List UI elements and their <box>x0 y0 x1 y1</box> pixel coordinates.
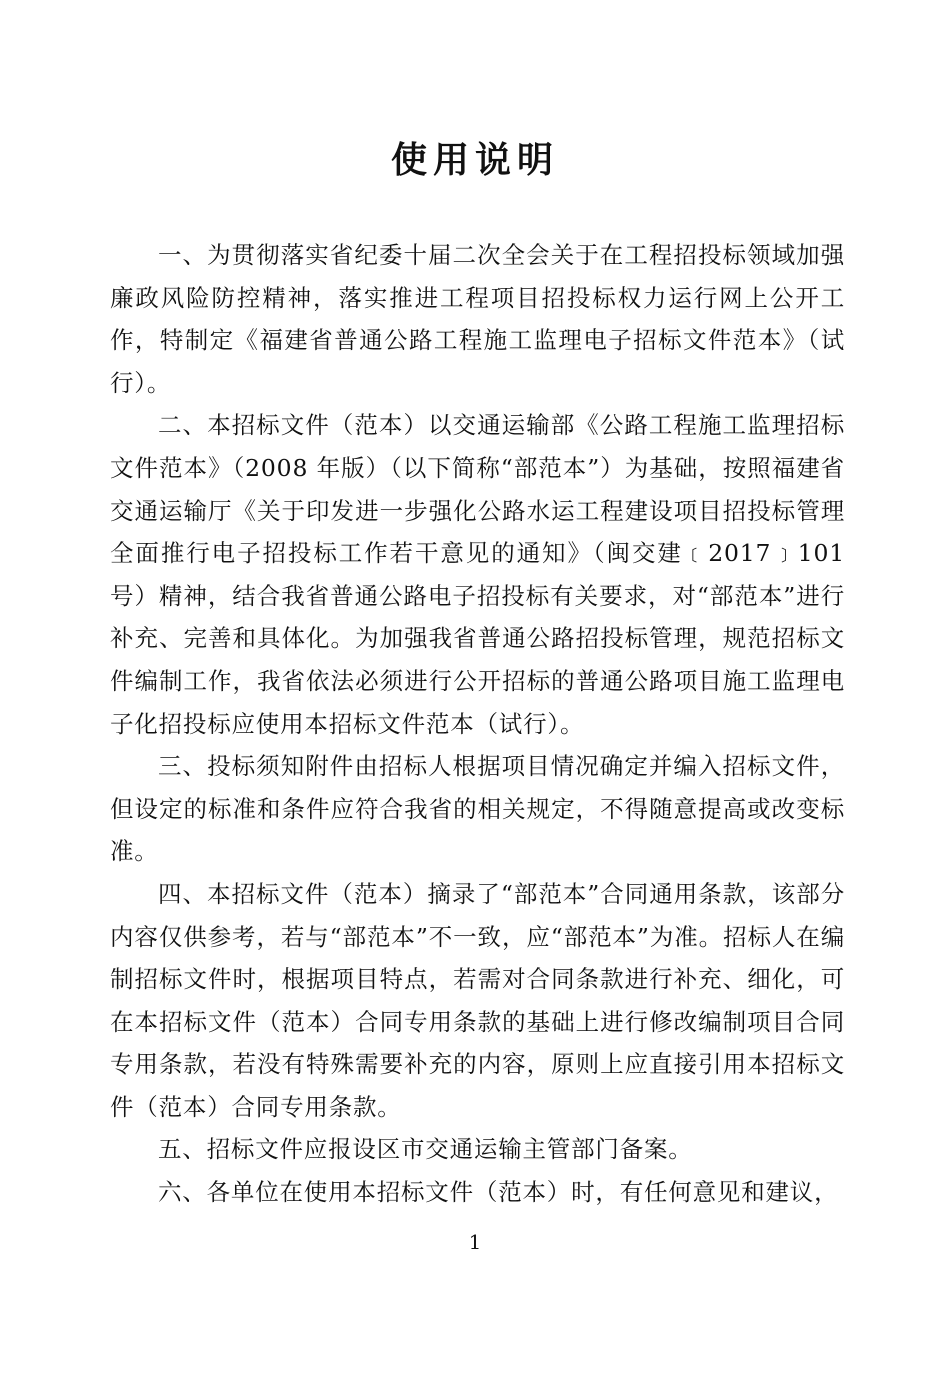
paragraph-5: 五、招标文件应报设区市交通运输主管部门备案。 <box>158 1135 693 1164</box>
instructions-body <box>110 234 845 1214</box>
page-number: 1 <box>468 1230 482 1254</box>
page-title: 使用说明 <box>390 139 559 181</box>
paragraph-3: 三、投标须知附件由招标人根据项目情况确定并编入招标文件，但设定的标准和条件应符合我省的相关规定，不得随意提高或改变标准。 <box>110 752 845 866</box>
paragraph-2: 二、本招标文件（范本）以交通运输部《公路工程施工监理招标文件范本》（2008 年版）（以下简称“部范本”）为基础，按照福建省交通运输厅《关于印发进一步强化公路水运工程建设项目招投标管理全面推行电子招投标工作若干意见的通知》（闽交建﹝2017﹞101 号）精神，结合我省普通公路电子招投标有关要求，对“部范本”进行补充、完善和具体化。为加强我省普通公路招投标管理，规范招标文件编制工作，我省依法必须进行公开招标的普通公路项目施工监理电子化招投标应使用本招标文件范本（试行）。 <box>110 411 845 738</box>
paragraph-6: 六、各单位在使用本招标文件（范本）时，有任何意见和建议， <box>158 1178 839 1207</box>
paragraph-1: 一、为贯彻落实省纪委十届二次全会关于在工程招投标领域加强廉政风险防控精神，落实推进工程项目招投标权力运行网上公开工作，特制定《福建省普通公路工程施工监理电子招标文件范本》（试行）。 <box>110 241 845 397</box>
paragraph-4: 四、本招标文件（范本）摘录了“部范本”合同通用条款，该部分内容仅供参考，若与“部范本”不一致，应“部范本”为准。招标人在编制招标文件时，根据项目特点，若需对合同条款进行补充、细化，可在本招标文件（范本）合同专用条款的基础上进行修改编制项目合同专用条款，若没有特殊需要补充的内容，原则上应直接引用本招标文件（范本）合同专用条款。 <box>110 879 845 1121</box>
